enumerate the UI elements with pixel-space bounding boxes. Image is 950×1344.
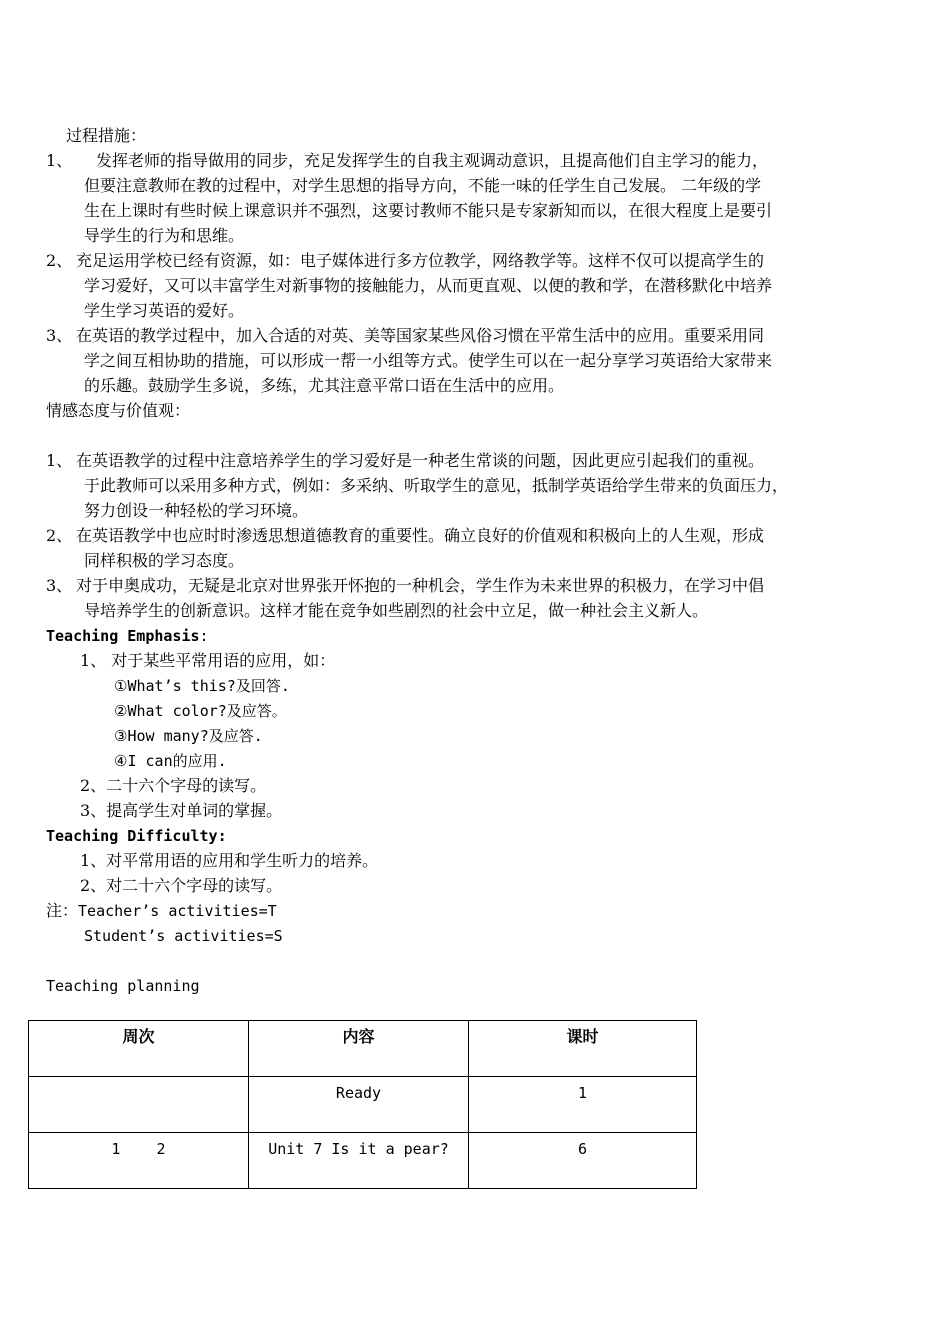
process-item-2-line-1: 充足运用学校已经有资源，如：电子媒体进行多方位教学，网络教学等。这样不仅可以提高学生的: [76, 251, 765, 270]
emphasis-subitem-2: ②What color?及应答。: [114, 702, 287, 720]
process-item-1-line-1: 发挥老师的指导做用的同步，充足发挥学生的自我主观调动意识，且提高他们自主学习的能力，: [96, 151, 769, 170]
emphasis-heading: Teaching Emphasis: [46, 627, 200, 645]
process-item-1-line-2: 但要注意教师在教的过程中，对学生思想的指导方向，不能一味的任学生自己发展。 二年级的学: [84, 176, 762, 195]
process-item-3-num: 3、: [46, 326, 73, 345]
difficulty-item-1: 1、对平常用语的应用和学生听力的培养。: [80, 851, 379, 870]
emphasis-item-1: 1、 对于某些平常用语的应用，如：: [80, 651, 336, 670]
attitude-item-1-line-2: 于此教师可以采用多种方式，例如：多采纳、听取学生的意见，抵制学英语给学生带来的负面压力，: [84, 476, 789, 495]
process-item-1-line-3: 生在上课时有些时候上课意识并不强烈，这要讨教师不能只是专家新知而以，在很大程度上是要引: [84, 201, 773, 220]
planning-table: [28, 1020, 697, 1189]
note-row-1: [46, 901, 277, 921]
attitude-item-3-line-1: 对于申奥成功，无疑是北京对世界张开怀抱的一种机会，学生作为未来世界的积极力，在学习中倡: [76, 576, 765, 595]
attitude-item-2-num: 2、: [46, 526, 73, 545]
table-row: [29, 1077, 697, 1133]
difficulty-heading: Teaching Difficulty:: [46, 827, 227, 845]
emphasis-item-3: 3、提高学生对单词的掌握。: [80, 801, 283, 820]
table-cell-week: [29, 1077, 249, 1133]
table-row: [29, 1133, 697, 1189]
emphasis-subitem-4: ④I can的应用.: [114, 752, 227, 770]
header-week: 周次: [29, 1021, 249, 1077]
attitude-item-2-line-2: 同样积极的学习态度。: [84, 551, 245, 570]
emphasis-subitem-3: ③How many?及应答.: [114, 727, 263, 745]
table-cell-lessons: 6: [469, 1133, 697, 1189]
process-item-2-line-2: 学习爱好，又可以丰富学生对新事物的接触能力，从而更直观、以便的教和学，在潜移默化中培养: [84, 276, 773, 295]
table-cell-content: Ready: [249, 1077, 469, 1133]
process-heading: 过程措施：: [66, 126, 147, 145]
process-item-2-num: 2、: [46, 251, 73, 270]
process-item-1-line-4: 导学生的行为和思维。: [84, 226, 245, 245]
process-item-3-line-2: 学之间互相协助的措施，可以形成一帮一小组等方式。使学生可以在一起分享学习英语给大家带来: [84, 351, 773, 370]
attitude-item-1-line-1: 在英语教学的过程中注意培养学生的学习爱好是一种老生常谈的问题，因此更应引起我们的重视。: [76, 451, 765, 470]
attitude-item-1-line-3: 努力创设一种轻松的学习环境。: [84, 501, 309, 520]
note-line-1: Teacher’s activities=T: [78, 902, 277, 920]
emphasis-item-2: 2、二十六个字母的读写。: [80, 776, 267, 795]
process-item-1-num: 1、: [46, 151, 73, 170]
attitude-item-1-num: 1、: [46, 451, 73, 470]
attitude-heading: 情感态度与价值观：: [46, 401, 191, 420]
note-line-2: Student’s activities=S: [84, 927, 283, 945]
table-cell-lessons: 1: [469, 1077, 697, 1133]
attitude-item-3-num: 3、: [46, 576, 73, 595]
emphasis-heading-colon: :: [199, 627, 209, 645]
emphasis-subitem-1: ①What’s this?及回答.: [114, 677, 290, 695]
header-lessons: 课时: [469, 1021, 697, 1077]
attitude-item-3-line-2: 导培养学生的创新意识。这样才能在竞争如些剧烈的社会中立足，做一种社会主义新人。: [84, 601, 709, 620]
difficulty-item-2: 2、对二十六个字母的读写。: [80, 876, 283, 895]
process-item-3-line-1: 在英语的教学过程中，加入合适的对英、美等国家某些风俗习惯在平常生活中的应用。重要采用同: [76, 326, 765, 345]
process-item-3-line-3: 的乐趣。鼓励学生多说，多练，尤其注意平常口语在生活中的应用。: [84, 376, 565, 395]
note-label: 注：: [46, 901, 79, 920]
emphasis-heading-row: [46, 626, 209, 646]
attitude-item-2-line-1: 在英语教学中也应时时渗透思想道德教育的重要性。确立良好的价值观和积极向上的人生观，形成: [76, 526, 765, 545]
header-content: 内容: [249, 1021, 469, 1077]
process-item-2-line-3: 学生学习英语的爱好。: [84, 301, 245, 320]
table-cell-week: 1 2: [29, 1133, 249, 1189]
table-header-row: [29, 1021, 697, 1077]
table-cell-content: Unit 7 Is it a pear?: [249, 1133, 469, 1189]
planning-title: Teaching planning: [46, 977, 200, 995]
